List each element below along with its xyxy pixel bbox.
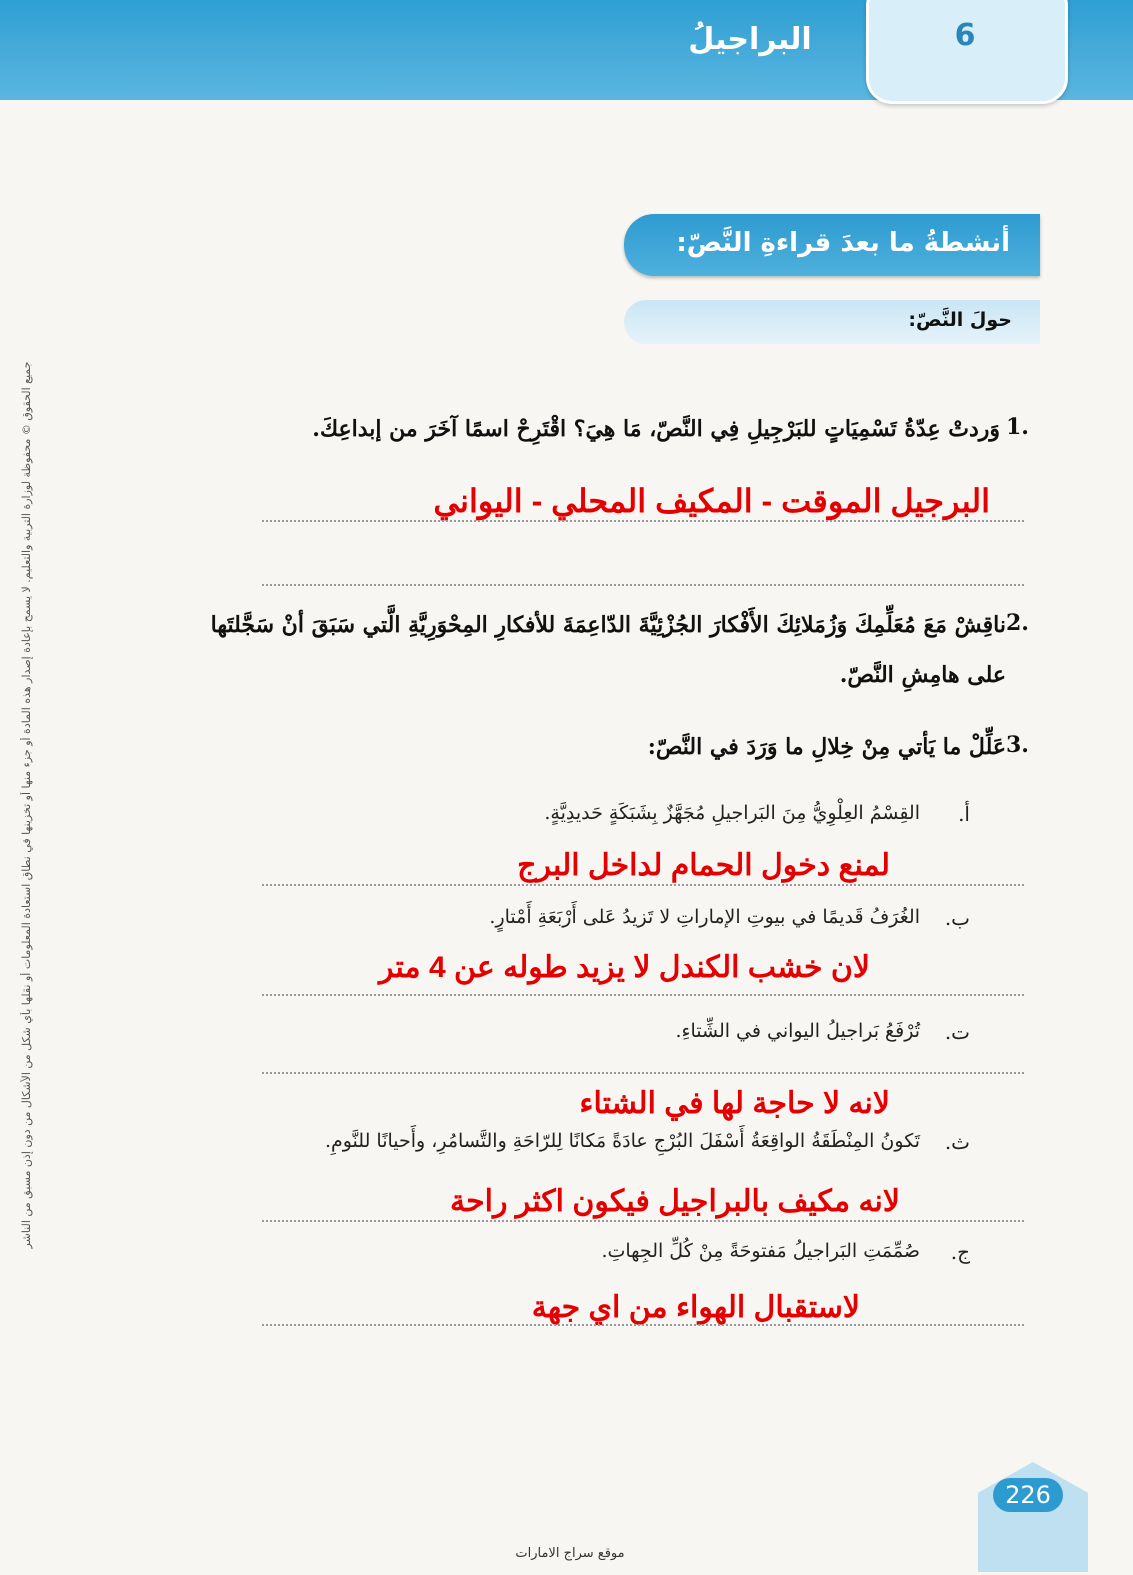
question-1-text: وَردتْ عِدّةُ تَسْمِيَاتٍ للبَرْجِيلِ فِي النَّصّ، مَا هِيَ؟ اقْتَرِحْ اسمًا آخَرَ من إبداعِكَ.	[312, 416, 1000, 442]
answer-line	[262, 1220, 1024, 1222]
question-2-text-line2: على هامِشِ النَّصّ.	[839, 662, 1006, 688]
item-th-letter: ث.	[944, 1130, 970, 1154]
item-t-text: تُرْفَعُ بَراجيلُ اليواني في الشِّتاءِ.	[675, 1020, 920, 1042]
footer-site-name: موقع سراج الامارات	[515, 1546, 625, 1561]
answer-line	[262, 1072, 1024, 1074]
item-b-text: الغُرَفُ قَديمًا في بيوتِ الإماراتِ لا تَزيدُ عَلى أَرْبَعَةِ أَمْتارٍ.	[489, 906, 920, 928]
question-2-number: 2.	[1006, 610, 1029, 636]
answer-line	[262, 884, 1024, 886]
answer-line	[262, 1324, 1024, 1326]
item-t-answer: لانه لا حاجة لها في الشتاء	[579, 1087, 890, 1120]
answer-line	[262, 584, 1024, 586]
chapter-number: 6	[954, 18, 976, 53]
chapter-title: البراجيلُ	[688, 22, 812, 57]
answer-line	[262, 994, 1024, 996]
item-th-text: تَكونُ المِنْطَقَةُ الواقِعَةُ أَسْفَلَ البُرْجِ عادَةً مَكانًا لِلرّاحَةِ والتَّسامُرِ، وأَحيانًا للنَّومِ.	[324, 1130, 920, 1152]
item-j-answer: لاستقبال الهواء من اي جهة	[531, 1291, 860, 1324]
subsection-title: حولَ النَّصّ:	[908, 309, 1012, 331]
item-a-text: القِسْمُ العِلْوِيُّ مِنَ البَراجيلِ مُجَهَّزٌ بِشَبَكَةٍ حَديدِيَّةٍ.	[544, 802, 920, 824]
question-1-answer: البرجيل الموقت - المكيف المحلي - اليواني	[433, 483, 990, 519]
question-1-number: 1.	[1006, 414, 1029, 440]
question-3-text: عَلِّلْ ما يَأتي مِنْ خِلالِ ما وَرَدَ في النَّصّ:	[647, 734, 1006, 760]
item-th-answer: لانه مكيف بالبراجيل فيكون اكثر راحة	[449, 1185, 900, 1218]
item-j-text: صُمِّمَتِ البَراجيلُ مَفتوحَةً مِنْ كُلِّ الجِهاتِ.	[601, 1240, 920, 1262]
item-j-letter: ج.	[950, 1240, 970, 1264]
item-a-answer: لمنع دخول الحمام لداخل البرج	[517, 849, 890, 882]
item-b-letter: ب.	[944, 906, 970, 930]
item-t-letter: ت.	[944, 1020, 970, 1044]
question-3-number: 3.	[1006, 732, 1029, 758]
section-title: أنشطةُ ما بعدَ قراءةِ النَّصّ:	[676, 228, 1010, 258]
copyright-margin-text: جميع الحقوق © محفوظة لوزارة التربية والتعليم. لا يسمح بإعادة إصدار هذه المادة أو جزء منها أو تخزينها في نطاق استعادة المعلومات أو نقلها بأي شكل من الأشكال من دون إذن مسبق من الناشر	[20, 361, 33, 1249]
item-a-letter: أ.	[958, 802, 970, 826]
item-b-answer: لان خشب الكندل لا يزيد طوله عن 4 متر	[378, 951, 870, 984]
question-2-text-line1: ناقِشْ مَعَ مُعَلِّمِكَ وَزُمَلائِكَ الأَفْكارَ الجُزْئِيَّةَ الدّاعِمَةَ للأفكارِ المِحْوَرِيَّةِ الَّتي سَبَقَ أنْ سَجَّلتَها	[210, 612, 1006, 638]
answer-line	[262, 520, 1024, 522]
page-number: 226	[993, 1478, 1063, 1512]
